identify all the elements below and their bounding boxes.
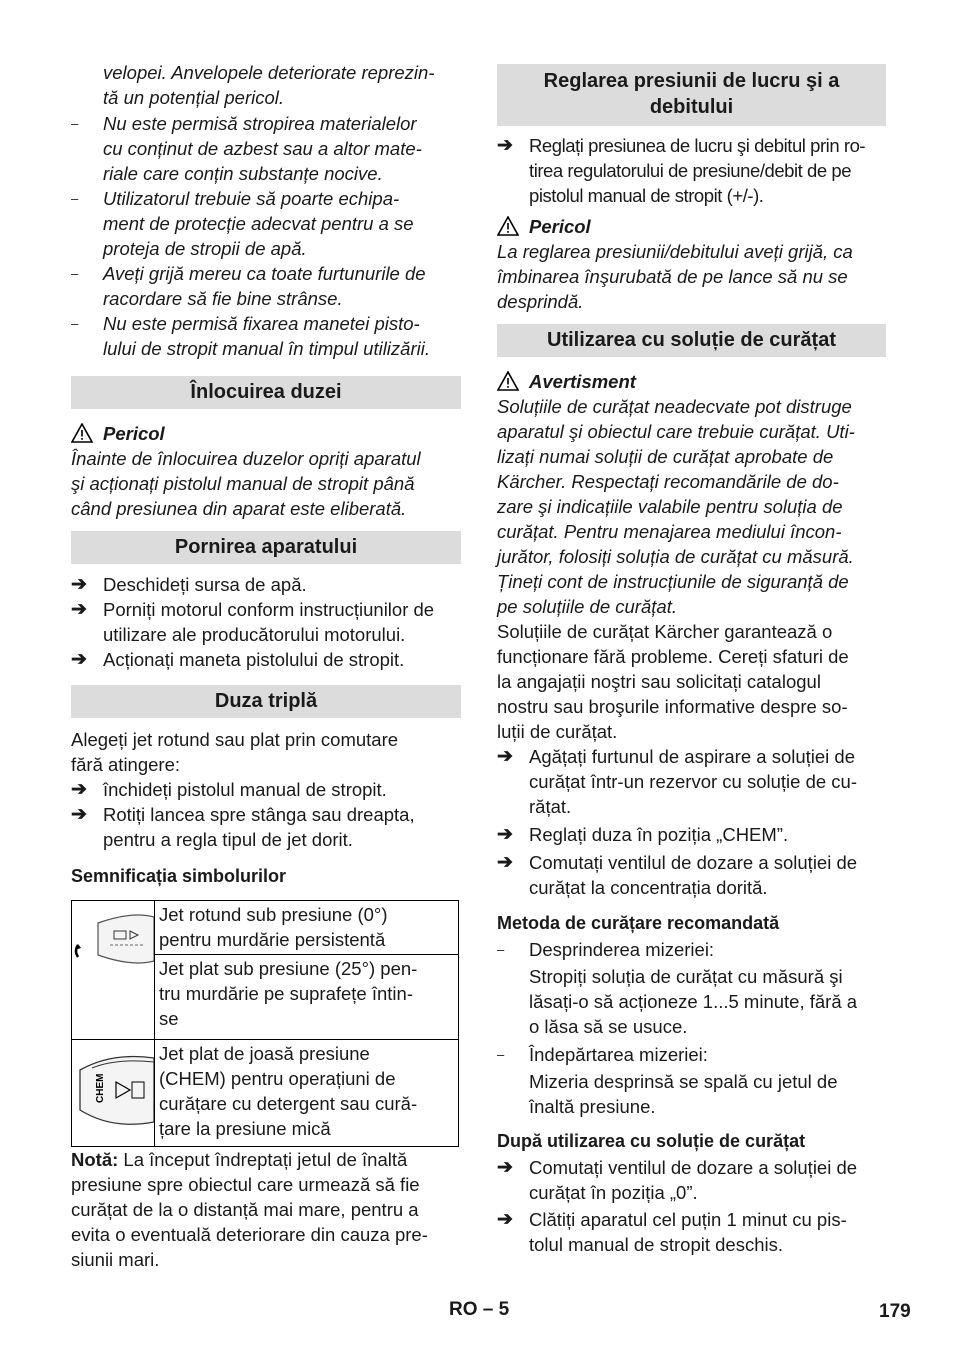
warning-label: Pericol: [497, 214, 886, 239]
symbols-table: [71, 900, 459, 1147]
table-cell: Jet plat sub presiune (25°) pen- tru murdărie pe suprafețe întin- se: [155, 955, 459, 1040]
section-heading-triple: Duza triplă: [71, 685, 461, 718]
triple-intro: Alegeți jet rotund sau plat prin comutare fără atingere:: [71, 729, 399, 775]
table-cell: Jet rotund sub presiune (0°) pentru murdărie persistentă: [155, 901, 459, 955]
step-item: ➔ Agățați furtunul de aspirare a soluției de curățat într-un rezervor cu soluție de cu- rățat.: [497, 746, 858, 817]
arrow-right-icon: ➔: [71, 574, 87, 595]
detergent-text: Soluțiile de curățat Kärcher garantează o funcționare fără probleme. Cereți sfaturi de la angajații noştri sau solicitați catalogul nostru sau broşurile informative despre so- luții de curățat.: [497, 621, 849, 742]
arrow-right-icon: ➔: [71, 779, 87, 800]
section-heading-nozzle: Înlocuirea duzei: [71, 376, 461, 409]
section-heading-start: Pornirea aparatului: [71, 531, 461, 564]
list-item: – Utilizatorul trebuie să poarte echipa- ment de protecție adecvat pentru a se proteja de stropii de apă.: [71, 188, 414, 259]
step-item: ➔ Clătiți aparatul cel puțin 1 minut cu pis- tolul manual de stropit deschis.: [497, 1209, 847, 1255]
step-item: ➔ Porniți motorul conform instrucțiunilor de utilizare ale producătorului motorului.: [71, 599, 435, 645]
table-row: [72, 901, 459, 955]
list-item: – Desprinderea mizeriei:: [497, 939, 715, 960]
start-steps: [71, 572, 461, 672]
warning-text: Înainte de înlocuirea duzelor opriți aparatul şi acționați pistolul manual de stropit până când presiunea din aparat este eliberată.: [71, 448, 421, 519]
step-item: ➔ Acționați maneta pistolului de stropit.: [71, 649, 405, 670]
arrow-right-icon: ➔: [71, 599, 87, 620]
warning-label: Avertisment: [497, 369, 886, 394]
warning-triangle-icon: [71, 423, 93, 443]
step-item: ➔ Deschideți sursa de apă.: [71, 574, 307, 595]
intro-text: velopei. Anvelopele deteriorate reprezin- tă un potențial pericol.: [103, 62, 435, 108]
step-item: ➔ Reglați duza în poziția „CHEM”.: [497, 824, 789, 845]
warning-text: Soluțiile de curățat neadecvate pot distruge aparatul şi obiectul care trebuie curățat. Uti- lizați numai soluții de curățat aprobate de Kärcher. Respectați recomandările de do- zare şi indicațiile valabile pentru soluția de curățat. Pentru menajarea mediului încon- jurător, folosiți soluția de curățat cu măsură. Țineți cont de instrucțiunile de siguranță de pe soluțiile de curățat.: [497, 396, 855, 617]
list-item-detail: Mizeria desprinsă se spală cu jetul de înaltă presiune.: [529, 1071, 838, 1117]
after-title: După utilizarea cu soluție de curățat: [497, 1131, 806, 1151]
list-item: – Nu este permisă fixarea manetei pisto- lului de stropit manual în timpul utilizării.: [71, 313, 430, 359]
step-item: ➔ Reglați presiunea de lucru şi debitul prin ro- tirea regulatorului de presiune/debit de pe pistolul manual de stropit (+/-).: [497, 135, 866, 206]
arrow-right-icon: ➔: [497, 746, 513, 767]
arrow-right-icon: ➔: [497, 135, 513, 156]
arrow-right-icon: ➔: [71, 649, 87, 670]
step-item: ➔ închideți pistolul manual de stropit.: [71, 779, 387, 800]
arrow-right-icon: ➔: [497, 1209, 513, 1230]
warning-triangle-icon: [497, 371, 519, 391]
symbols-title: Semnificația simbolurilor: [71, 866, 287, 886]
warning-text: La reglarea presiunii/debitului aveți grijă, ca îmbinarea înşurubată de pe lance să nu se desprindă.: [497, 241, 853, 312]
method-title: Metoda de curățare recomandată: [497, 913, 780, 933]
arrow-right-icon: ➔: [497, 824, 513, 845]
method-list: [497, 937, 886, 1119]
table-row: [72, 1040, 459, 1147]
warning-label: Pericol: [71, 421, 461, 446]
step-item: ➔ Comutați ventilul de dozare a soluției de curățat în poziția „0”.: [497, 1157, 858, 1203]
list-item: – Îndepărtarea mizeriei:: [497, 1044, 708, 1065]
step-item: ➔ Comutați ventilul de dozare a soluției de curățat la concentrația dorită.: [497, 852, 858, 898]
step-item: ➔ Rotiți lancea spre stânga sau dreapta, pentru a regla tipul de jet dorit.: [71, 804, 415, 850]
section-heading-pressure: Reglarea presiunii de lucru şi a debitului: [497, 64, 886, 126]
page-number: 179: [879, 1301, 911, 1322]
list-item: – Nu este permisă stropirea materialelor cu conținut de azbest sau a altor mate- riale care conțin substanțe nocive.: [71, 113, 422, 184]
nozzle-chem-icon: [72, 1040, 155, 1147]
nozzle-high-pressure-icon: [72, 901, 155, 1040]
arrow-right-icon: ➔: [71, 804, 87, 825]
note-paragraph: Notă: La început îndreptați jetul de înaltă presiune spre obiectul care urmează să fie curățat de la o distanță mai mare, pentru a evita o eventuală deteriorare din cauza pre- siunii mari.: [71, 1149, 428, 1270]
after-steps: [497, 1155, 886, 1257]
warning-triangle-icon: [497, 216, 519, 236]
list-item-detail: Stropiți soluția de curățat cu măsură şi lăsați-o să acționeze 1...5 minute, fără a o lăsa să se usuce.: [529, 966, 858, 1037]
footer-section-code: RO – 5: [449, 1299, 510, 1320]
table-cell: Jet plat de joasă presiune (CHEM) pentru operațiuni de curățare cu detergent sau cură- țare la presiune mică: [155, 1040, 459, 1147]
section-heading-detergent: Utilizarea cu soluție de curățat: [497, 324, 886, 357]
list-item: – Aveți grijă mereu ca toate furtunurile de racordare să fie bine strânse.: [71, 263, 426, 309]
arrow-right-icon: ➔: [497, 852, 513, 873]
arrow-right-icon: ➔: [497, 1157, 513, 1178]
safety-list: [71, 111, 461, 361]
svg-text:CHEM: CHEM: [95, 1073, 106, 1103]
